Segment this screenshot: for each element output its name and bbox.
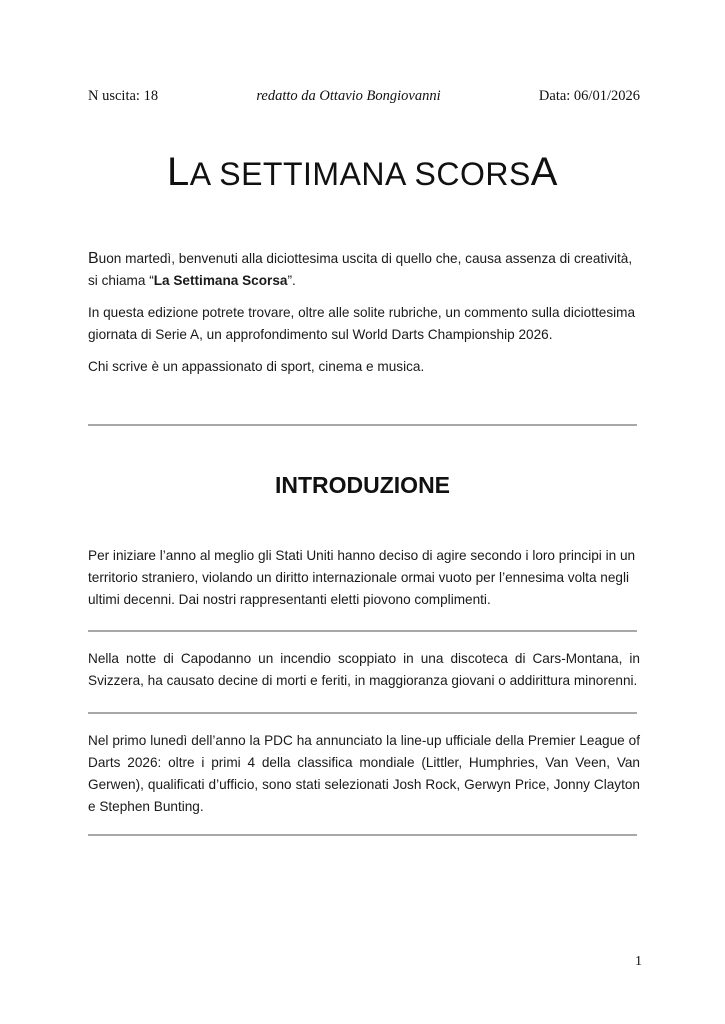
news-item-usa: Per iniziare l’anno al meglio gli Stati Uniti hanno deciso di agire secondo i loro principi in un territorio straniero, violando un diritto internazionale ormai vuoto per l’ennesima volta negli ultimi decenni. Dai nostri rappresentanti eletti piovono complimenti. <box>88 548 636 607</box>
issue-date: Data: 06/01/2026 <box>538 88 640 104</box>
title-first-letter: L <box>167 150 190 194</box>
intro-welcome-end: ”. <box>287 273 296 288</box>
news-item-fire: Nella notte di Capodanno un incendio scoppiato in una discoteca di Cars-Montana, in Svizzera, ha causato decine di morti e feriti, in maggioranza giovani o addirittura minorenni. <box>88 651 640 688</box>
news-item-darts: Nel primo lunedì dell’anno la PDC ha annunciato la line-up ufficiale della Premier League of Darts 2026: oltre i primi 4 della classifica mondiale (Littler, Humphries, Van Veen, Van Gerwen), qualificati d’ufficio, sono stati selezionati Josh Rock, Gerwyn Price, Jonny Clayton e Stephen Bunting. <box>88 733 640 814</box>
page-header <box>88 88 640 105</box>
section-divider <box>88 424 637 426</box>
intro-welcome-text: uon martedì, benvenuti alla diciottesima uscita di quello che, causa assenza di creatività, si chiama “ <box>88 251 633 288</box>
issue-number: N uscita: 18 <box>88 88 159 104</box>
author-credit: redatto da Ottavio Bongiovanni <box>256 88 441 104</box>
page-number: 1 <box>635 954 642 969</box>
intro-paragraph-welcome <box>88 248 640 292</box>
section-heading: INTRODUZIONE <box>274 472 451 498</box>
intro-newsletter-name: La Settimana Scorsa <box>153 273 288 288</box>
intro-paragraph-contents: In questa edizione potrete trovare, oltre alle solite rubriche, un commento sulla diciottesima giornata di Serie A, un approfondimento sul World Darts Championship 2026. <box>88 305 636 342</box>
intro-paragraph-author: Chi scrive è un appassionato di sport, cinema e musica. <box>88 359 425 374</box>
newsletter-title <box>0 150 725 195</box>
news-divider <box>88 834 637 836</box>
intro-block <box>88 248 640 388</box>
news-divider <box>88 712 637 714</box>
news-divider <box>88 630 637 632</box>
title-last-letter: A <box>530 150 558 194</box>
title-middle: A SETTIMANA SCORS <box>189 156 531 192</box>
intro-dropcap: B <box>88 250 99 267</box>
